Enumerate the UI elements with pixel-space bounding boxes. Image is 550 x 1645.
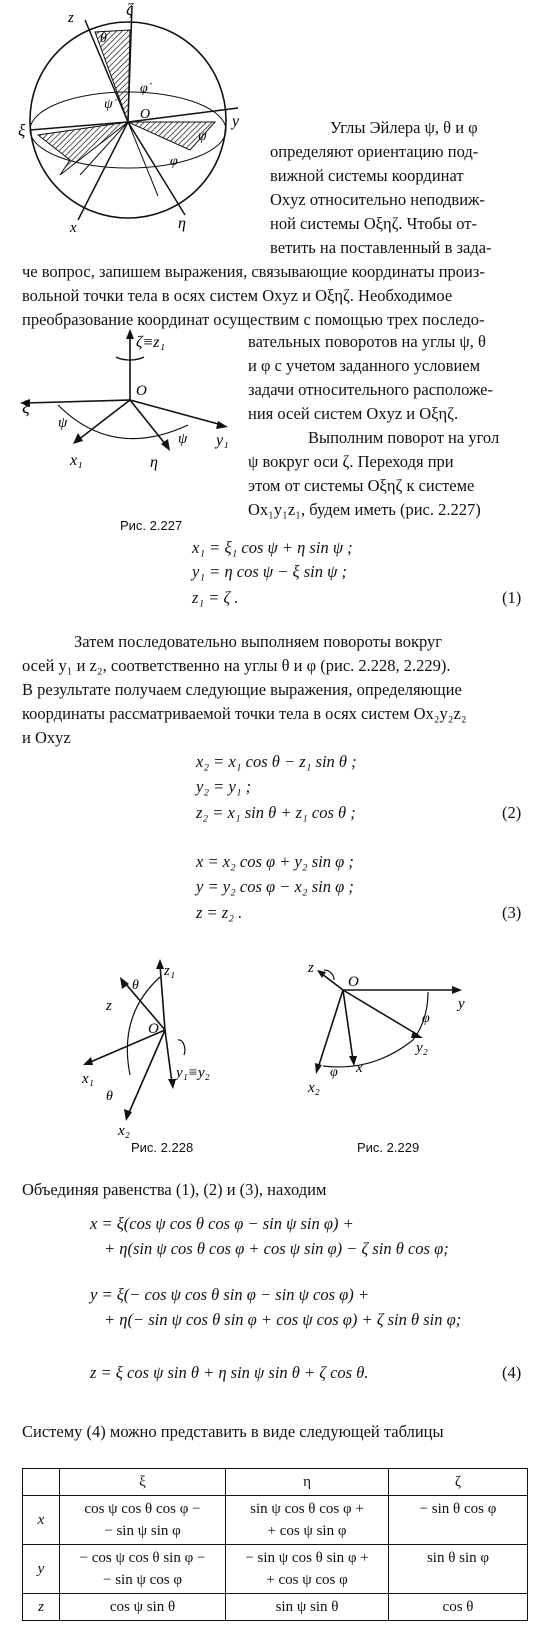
intro-line: вижной системы координат xyxy=(270,166,464,185)
figure-2-229 xyxy=(298,960,478,1100)
theta-label: θ xyxy=(132,978,139,993)
psi-dot-label: ψ̇ xyxy=(104,97,113,112)
phi-label: φ xyxy=(330,1065,338,1080)
table-cell: − sin θ cos φ xyxy=(389,1496,528,1545)
y-label: y xyxy=(458,996,465,1012)
zeta-z1-label: ζ≡z₁ xyxy=(136,334,166,351)
z-label: z xyxy=(106,998,112,1014)
table-cell: sin θ sin φ xyxy=(389,1545,528,1594)
equation-1a: x₁ = ξ₁ cos ψ + η sin ψ ; xyxy=(192,538,353,557)
intro-line: Углы Эйлера ψ, θ и φ xyxy=(330,118,478,137)
equation-3c: z = z₂ . xyxy=(196,903,243,922)
phi-dot-label: φ̇ xyxy=(140,81,148,96)
table-row xyxy=(23,1594,528,1621)
table-cell: cos ψ sin θ xyxy=(60,1594,226,1621)
z1-label: z₁ xyxy=(164,963,176,979)
y1-label: y₁ xyxy=(216,432,229,449)
table-cell: cos ψ cos θ cos φ − − sin ψ sin φ xyxy=(60,1496,226,1545)
x2-label: x₂ xyxy=(118,1123,130,1139)
table-header-cell: ξ xyxy=(60,1469,226,1496)
z-label: z xyxy=(308,960,314,976)
table-cell: − sin ψ cos θ sin φ + + cos ψ cos φ xyxy=(226,1545,389,1594)
equation-number-4: (4) xyxy=(502,1363,522,1382)
text-line: и φ с учетом заданного условием xyxy=(248,356,481,375)
phi-label: φ xyxy=(422,1011,430,1026)
paragraph-4: Объединяя равенства (1), (2) и (3), находим xyxy=(22,1180,327,1199)
equation-1c: z₁ = ζ . xyxy=(192,588,239,607)
table-header-cell: ζ xyxy=(389,1469,528,1496)
euler-sphere-figure xyxy=(0,0,275,240)
table-header-row xyxy=(23,1469,528,1496)
equation-3a: x = x₂ cos φ + y₂ sin φ ; xyxy=(196,852,354,871)
table-cell: cos θ xyxy=(389,1594,528,1621)
table-cell: sin ψ sin θ xyxy=(226,1594,389,1621)
xi-label: ξ xyxy=(22,397,30,417)
intro-line: определяют ориентацию под- xyxy=(270,142,479,161)
equation-2c: z₂ = x₁ sin θ + z₁ cos θ ; xyxy=(196,803,356,822)
eta-axis-label: η xyxy=(178,215,186,232)
text-line: В результате получаем следующие выражения, определяющие xyxy=(22,680,462,699)
y-axis-label: y xyxy=(232,113,240,130)
paragraph-5: Систему (4) можно представить в виде следующей таблицы xyxy=(22,1422,444,1441)
intro-text xyxy=(270,116,530,260)
text-line: че вопрос, запишем выражения, связывающие координаты произ- xyxy=(22,262,485,281)
x-label: x xyxy=(356,1060,363,1076)
caption-2-228: Рис. 2.228 xyxy=(131,1140,194,1155)
y2-label: y₂ xyxy=(416,1040,428,1056)
origin-label: O xyxy=(136,383,147,399)
caption-2-227: Рис. 2.227 xyxy=(120,518,183,533)
origin-label: O xyxy=(140,107,151,122)
table-cell: sin ψ cos θ cos φ + + cos ψ sin φ xyxy=(226,1496,389,1545)
text-line: вольной точки тела в осях систем Oxyz и Oξηζ. Необходимое xyxy=(22,286,453,305)
rotation-matrix-table xyxy=(22,1468,528,1621)
paragraph-3 xyxy=(22,630,530,750)
text-line: Затем последовательно выполняем повороты вокруг xyxy=(74,632,443,651)
text-line: вательных поворотов на углы ψ, θ xyxy=(248,332,486,351)
equation-4b: + η(sin ψ cos θ cos φ + cos ψ sin φ) − ζ sin θ cos φ; xyxy=(104,1239,449,1258)
equation-2b: y₂ = y₁ ; xyxy=(196,777,252,796)
row-label: y xyxy=(23,1545,60,1594)
xi-axis-label: ξ xyxy=(18,121,26,140)
row-label: x xyxy=(23,1496,60,1545)
equation-4a: x = ξ(cos ψ cos θ cos φ − sin ψ sin φ) + xyxy=(90,1214,354,1233)
x1-label: x₁ xyxy=(82,1071,94,1087)
table-header-cell: η xyxy=(226,1469,389,1496)
paragraph-2 xyxy=(248,330,530,522)
intro-line: ной системы Oξηζ. Чтобы от- xyxy=(270,214,477,233)
equation-number-1: (1) xyxy=(502,588,522,607)
equation-number-3: (3) xyxy=(502,903,522,922)
psi-label: ψ xyxy=(58,415,68,431)
eta-label: η xyxy=(150,454,158,471)
equation-4e: z = ξ cos ψ sin θ + η sin ψ sin θ + ζ cos θ. xyxy=(90,1363,369,1382)
table-row xyxy=(23,1545,528,1594)
equation-4d: + η(− sin ψ cos θ sin φ + cos ψ cos φ) + ζ sin θ sin φ; xyxy=(104,1310,462,1329)
origin-label: O xyxy=(148,1021,159,1037)
text-line: задачи относительного расположе- xyxy=(248,380,493,399)
figure-2-228 xyxy=(80,955,250,1139)
text-line: Выполним поворот на угол xyxy=(308,428,500,447)
x-axis-label: x xyxy=(70,220,77,236)
text-line: ψ вокруг оси ζ. Переходя при xyxy=(248,452,454,471)
table-row xyxy=(23,1496,528,1545)
paragraph-1 xyxy=(22,260,530,332)
equation-1b: y₁ = η cos ψ − ξ sin ψ ; xyxy=(192,562,347,581)
intro-line: ветить на поставленный в зада- xyxy=(270,238,492,257)
text-line: Ox₁y₁z₁, будем иметь (рис. 2.227) xyxy=(248,500,481,519)
zeta-axis-label: ζ xyxy=(126,0,133,19)
equation-3b: y = y₂ cos φ − x₂ sin φ ; xyxy=(196,877,354,896)
caption-2-229: Рис. 2.229 xyxy=(357,1140,420,1155)
equation-4c: y = ξ(− cos ψ cos θ sin φ − sin ψ cos φ) + xyxy=(90,1285,370,1304)
theta-label: θ xyxy=(106,1089,113,1104)
x2-label: x₂ xyxy=(308,1080,320,1096)
phi-label: φ xyxy=(170,154,178,169)
equation-number-2: (2) xyxy=(502,803,522,822)
table-header-cell xyxy=(23,1469,60,1496)
row-label: z xyxy=(23,1594,60,1621)
equation-2a: x₂ = x₁ cos θ − z₁ sin θ ; xyxy=(196,752,357,771)
intro-line: Oxyz относительно неподвиж- xyxy=(270,190,485,209)
figure-2-227 xyxy=(18,325,263,485)
text-line: преобразование координат осуществим с помощью трех последо- xyxy=(22,310,485,329)
text-line: ния осей систем Oxyz и Oξηζ. xyxy=(248,404,459,423)
table-cell: − cos ψ cos θ sin φ − − sin ψ cos φ xyxy=(60,1545,226,1594)
psi-label: ψ xyxy=(178,431,188,447)
text-line: координаты рассматриваемой точки тела в осях систем Ox₂y₂z₂ xyxy=(22,704,467,723)
text-line: этом от системы Oξηζ к системе xyxy=(248,476,475,495)
origin-label: O xyxy=(348,974,359,990)
x1-label: x₁ xyxy=(70,452,83,469)
text-line: и Oxyz xyxy=(22,728,71,747)
z-axis-label: z xyxy=(68,10,74,26)
text-line: осей y₁ и z₂, соответственно на углы θ и φ (рис. 2.228, 2.229). xyxy=(22,656,451,675)
theta-label: θ xyxy=(100,31,107,46)
psi-label: ψ xyxy=(198,129,207,144)
y1-y2-label: y₁≡y₂ xyxy=(176,1065,210,1081)
